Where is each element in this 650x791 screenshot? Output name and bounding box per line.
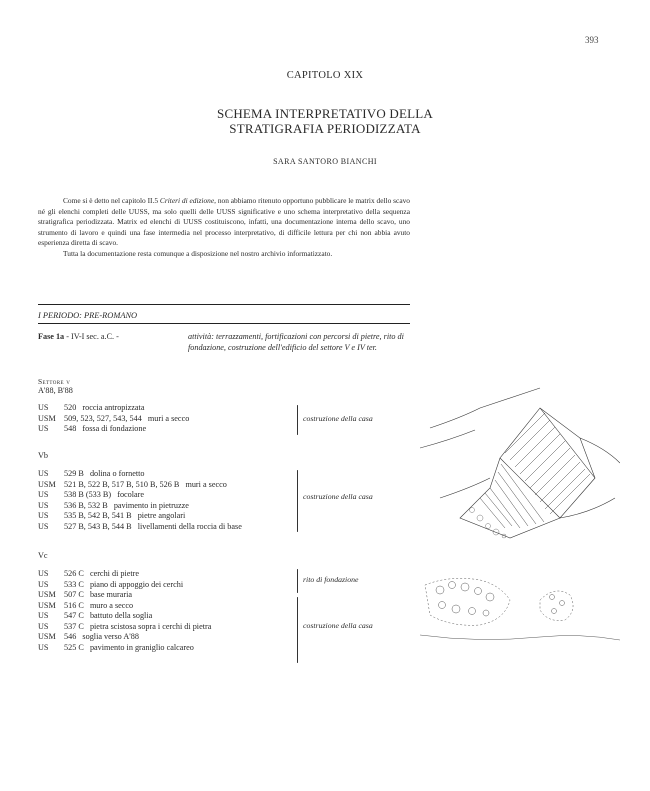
sector-subtitle: A'88, B'88 — [38, 386, 73, 395]
us-entry — [64, 490, 144, 501]
us-description: soglia verso A'88 — [82, 632, 139, 641]
intro-reference: Criteri di edizione — [159, 196, 215, 205]
us-type: US — [38, 611, 49, 620]
us-entry — [64, 403, 144, 414]
group-note: costruzione della casa — [303, 621, 373, 630]
us-description: focolare — [117, 490, 145, 499]
phase-lead — [38, 332, 119, 343]
subsector-heading — [38, 551, 48, 560]
us-number: 546 — [64, 632, 77, 641]
intro-paragraph-1 — [38, 196, 410, 249]
us-number: 525 C — [64, 642, 84, 652]
us-number: 527 B, 543 B, 544 B — [64, 521, 132, 531]
subsector-title: Vc — [38, 551, 48, 560]
us-number: 529 B — [64, 469, 84, 478]
us-number: 547 C — [64, 611, 84, 620]
us-type: US — [38, 424, 49, 433]
us-number: 535 B, 542 B, 541 B — [64, 511, 132, 520]
us-entry — [64, 590, 132, 601]
us-number: 507 C — [64, 590, 84, 599]
us-type: US — [38, 403, 49, 412]
us-description: pietre angolari — [137, 511, 186, 520]
us-entry — [64, 643, 194, 654]
us-entry — [64, 414, 189, 425]
us-type: USM — [38, 590, 56, 599]
group-brace — [297, 470, 298, 532]
us-number: 520 — [64, 403, 77, 412]
us-type: USM — [38, 600, 56, 610]
title-line-2: STRATIGRAFIA PERIODIZZATA — [229, 121, 421, 136]
author-name: SARA SANTORO BIANCHI — [273, 157, 377, 166]
us-type: US — [38, 579, 49, 589]
us-type: US — [38, 621, 49, 631]
group-note: costruzione della casa — [303, 492, 373, 501]
us-entry — [64, 601, 133, 612]
us-number: 526 C — [64, 569, 84, 578]
group-brace — [297, 569, 298, 593]
us-description: pietra scistosa sopra i cerchi di pietra — [89, 621, 212, 631]
us-entry — [64, 611, 152, 622]
group-note: costruzione della casa — [303, 414, 373, 423]
section-rule-bottom — [38, 323, 410, 324]
us-description: fossa di fondazione — [82, 424, 147, 433]
us-entry — [64, 622, 211, 633]
us-type: USM — [38, 632, 56, 641]
us-number: 538 B (533 B) — [64, 490, 112, 499]
us-description: piano di appoggio dei cerchi — [89, 579, 184, 589]
chapter-heading: CAPITOLO XIX — [286, 70, 364, 81]
intro-paragraph-2: Tutta la documentazione resta comunque a disposizione nel nostro archivio informatizzato. — [63, 248, 333, 258]
phase-label: Fase 1a — [38, 332, 65, 341]
subsector-heading — [38, 451, 48, 460]
us-description: muri a secco — [185, 479, 227, 489]
us-type: US — [38, 490, 49, 499]
period-heading: I PERIODO: PRE-ROMANO — [38, 311, 138, 320]
us-number: 509, 523, 527, 543, 544 — [64, 413, 142, 423]
us-type: US — [38, 511, 49, 520]
us-type: US — [38, 469, 49, 478]
us-number: 533 C — [64, 579, 84, 589]
us-description: dolina o fornetto — [89, 469, 145, 478]
us-entry — [64, 424, 146, 435]
intro-text — [38, 196, 410, 260]
us-entry — [64, 501, 189, 512]
us-entry — [64, 569, 139, 580]
intro-text-a: Come si è detto nel capitolo II.5 — [63, 196, 160, 205]
phase-activity: attività: terrazzamenti, fortificazioni con percorsi di pietre, rito di fondazione, costruzione dell'edificio del settore V e IV ter. — [188, 332, 404, 352]
sector-heading — [38, 377, 73, 395]
us-entry — [64, 522, 242, 533]
phase-date: - IV-I sec. a.C. - — [64, 332, 119, 341]
subsector-title: Vb — [38, 451, 49, 460]
us-description: base muraria — [89, 590, 132, 599]
sector-title: Settore v — [38, 377, 71, 386]
us-number: 521 B, 522 B, 517 B, 510 B, 526 B — [64, 479, 180, 489]
chapter-title — [0, 106, 650, 136]
us-type: USM — [38, 479, 56, 489]
hut-sketch-illustration — [420, 368, 620, 548]
us-description: pavimento in graniglio calcareo — [89, 642, 194, 652]
us-type: US — [38, 569, 49, 578]
us-number: 516 C — [64, 600, 84, 610]
intro-text-b: , non abbiamo ritenuto opportuno pubblicare le matrix dello scavo né gli elenchi completi delle UUSS, ma solo quelli delle UUSS significative e uno schema interpretativo della sequenza stratigrafica periodizzata. Matrix ed elenchi di UUSS costituiscono, infatti, una documentazione interna dello scavo, uno strumento di lavoro e quindi una fase intermedia nel processo interpretativo, di difficile lettura per chi non abbia avuto esperienza diretta di scavo. — [38, 196, 410, 248]
us-entry — [64, 480, 227, 491]
us-number: 548 — [64, 424, 77, 433]
group-brace — [297, 597, 298, 663]
us-description: muro a secco — [89, 600, 134, 610]
us-number: 537 C — [64, 621, 84, 631]
us-type: US — [38, 642, 49, 652]
us-entry — [64, 632, 139, 643]
us-description: muri a secco — [147, 413, 190, 423]
group-brace — [297, 405, 298, 435]
stone-circles-plan-sketch — [420, 565, 620, 655]
us-description: cerchi di pietre — [89, 569, 140, 578]
page-number: 393 — [585, 35, 599, 45]
us-entry — [64, 511, 185, 522]
us-type: USM — [38, 413, 56, 423]
us-description: roccia antropizzata — [82, 403, 145, 412]
us-description: livellamenti della roccia di base — [137, 521, 242, 531]
title-line-1: SCHEMA INTERPRETATIVO DELLA — [217, 106, 433, 121]
group-note: rito di fondazione — [303, 575, 359, 584]
us-number: 536 B, 532 B — [64, 500, 108, 510]
us-type: US — [38, 500, 49, 510]
us-entry — [64, 469, 145, 480]
section-rule-top — [38, 304, 410, 305]
us-entry — [64, 580, 183, 591]
us-description: battuto della soglia — [89, 611, 153, 620]
us-type: US — [38, 521, 49, 531]
us-description: pavimento in pietruzze — [113, 500, 189, 510]
